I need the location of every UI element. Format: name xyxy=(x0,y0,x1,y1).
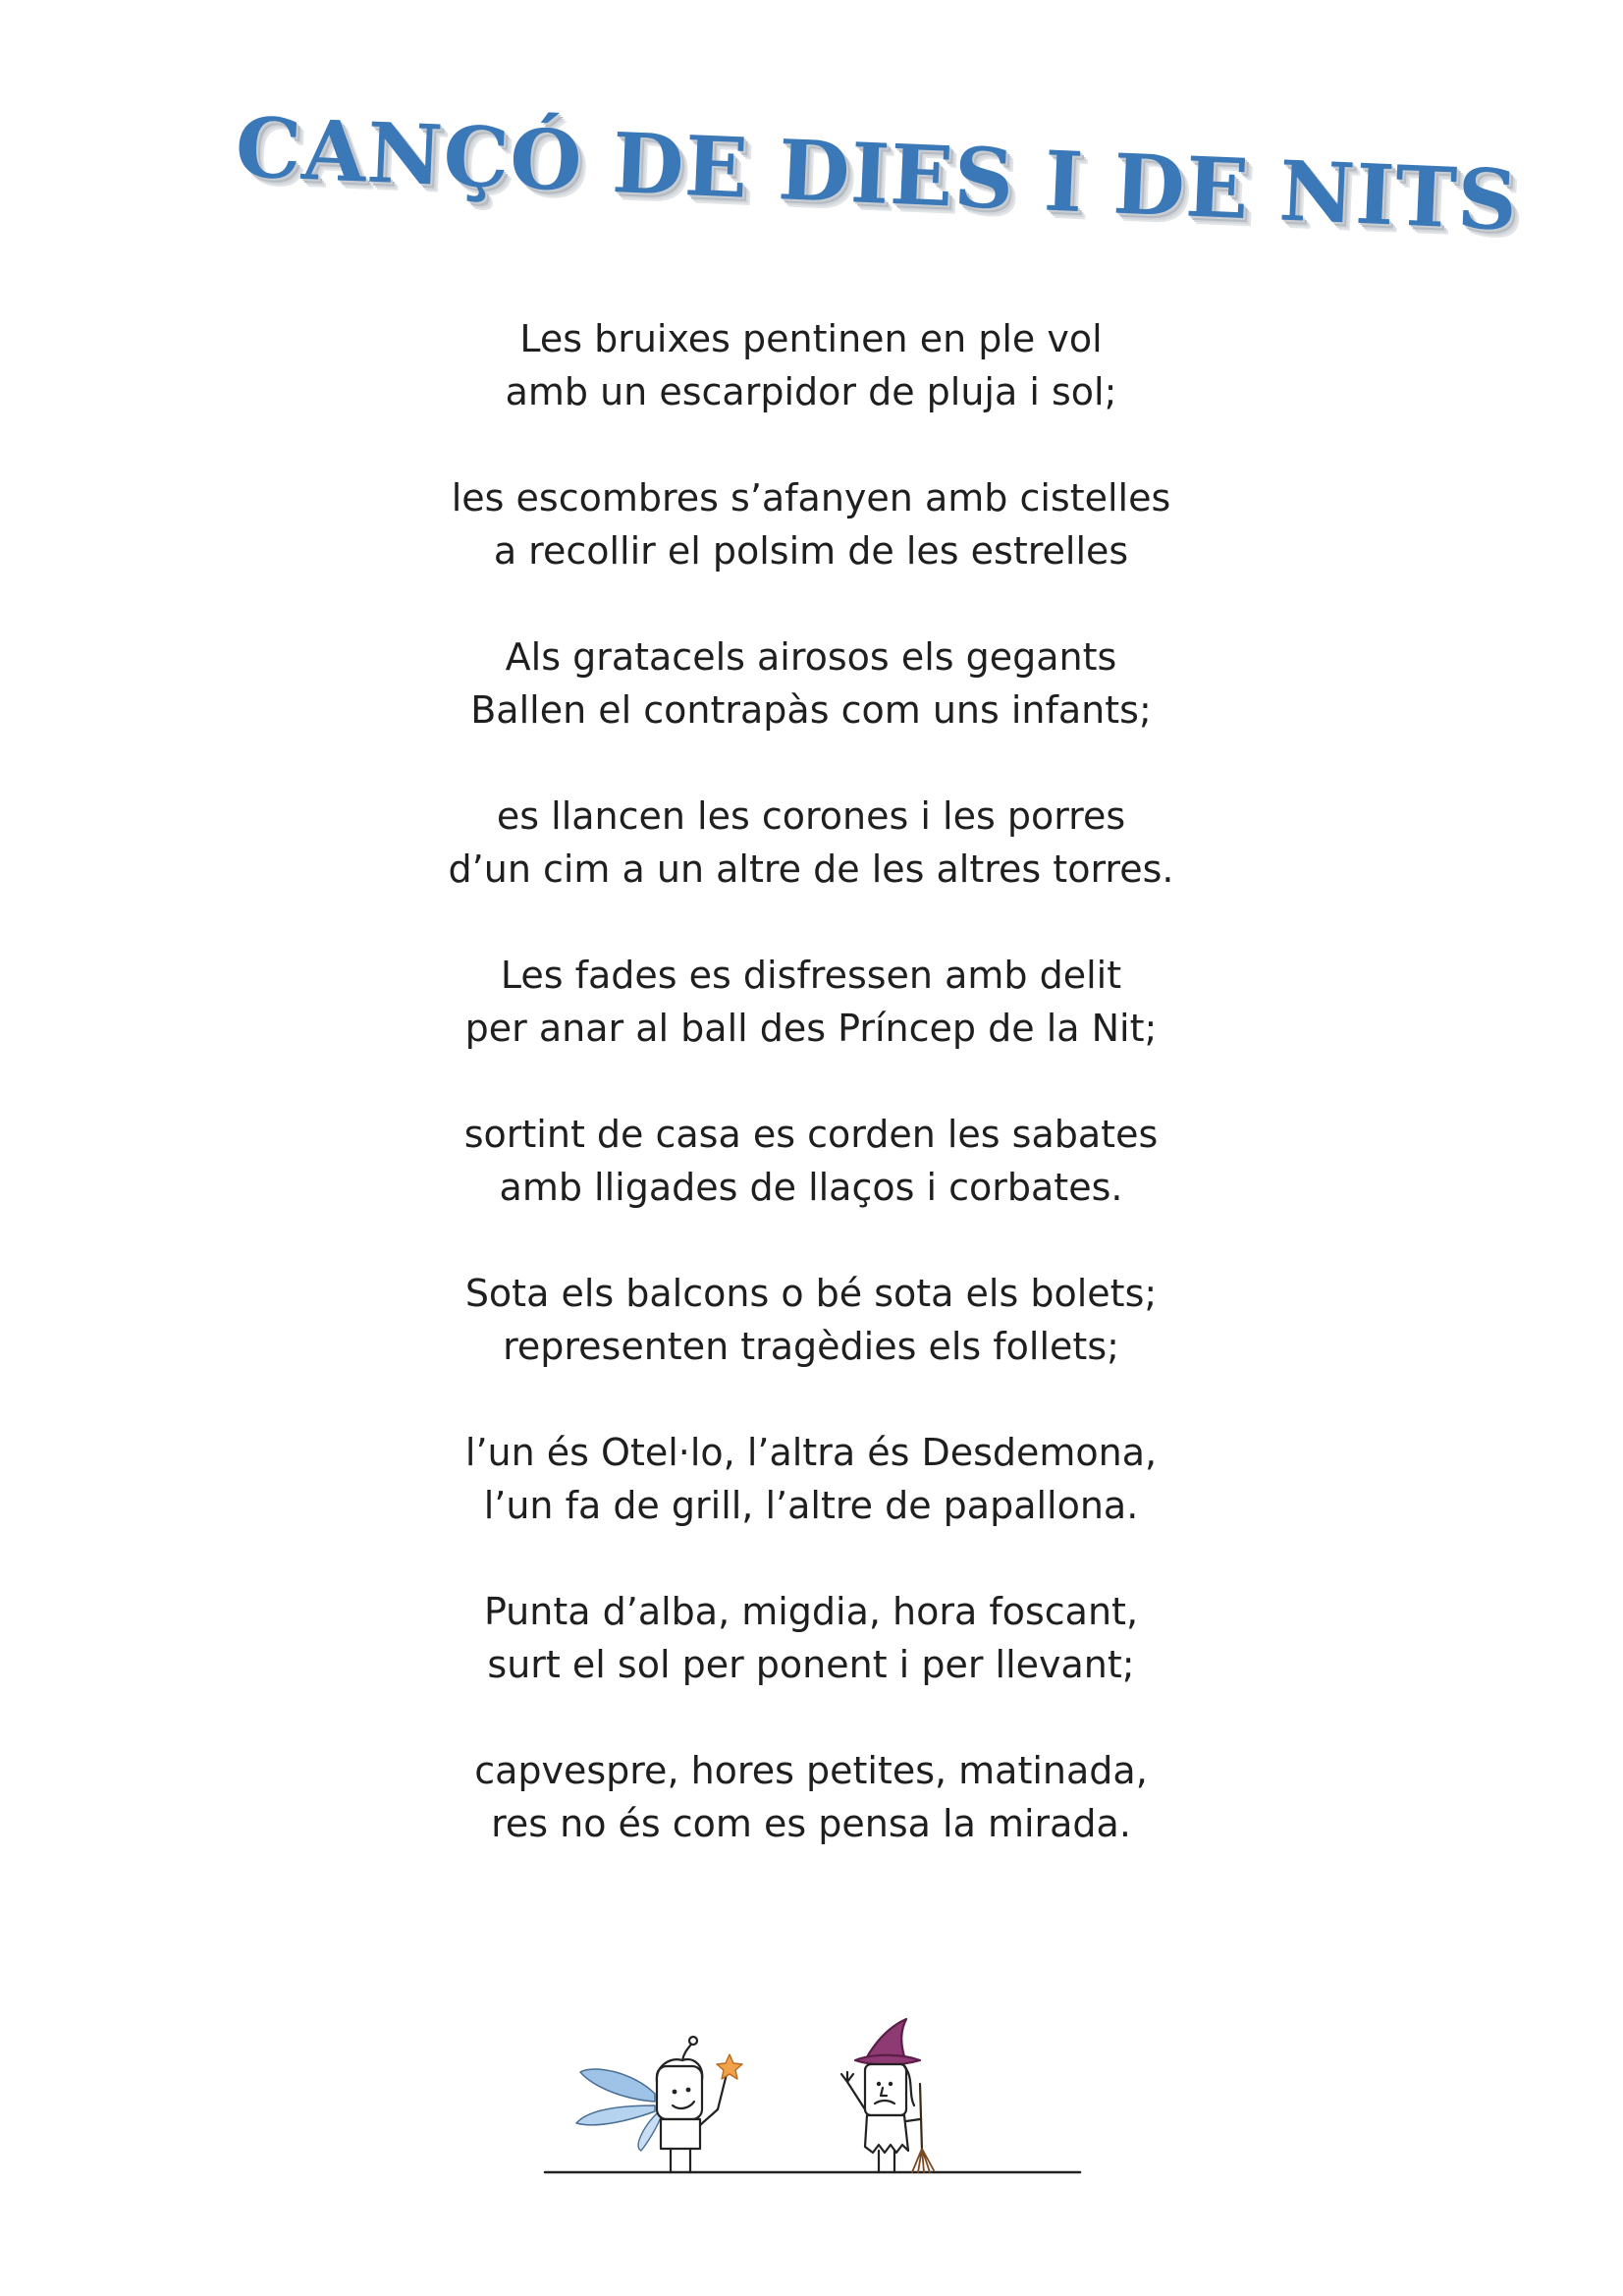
fairy-wing-icon xyxy=(576,2105,655,2125)
poem-line: amb un escarpidor de pluja i sol; xyxy=(505,370,1117,413)
stanza xyxy=(320,1267,1302,1373)
fairy-and-witch-drawing xyxy=(535,2003,1105,2200)
title-wrap xyxy=(233,98,1521,249)
stanza xyxy=(320,790,1302,896)
poem-line: amb lligades de llaços i corbates. xyxy=(499,1166,1123,1209)
poem-line: Als gratacels airosos els gegants xyxy=(505,635,1117,679)
poem-line: per anar al ball des Príncep de la Nit; xyxy=(464,1007,1158,1050)
broom-icon xyxy=(912,2084,934,2172)
stanza xyxy=(320,312,1302,418)
witch-icon xyxy=(841,2019,934,2172)
stanza xyxy=(320,630,1302,737)
poem-line: surt el sol per ponent i per llevant; xyxy=(487,1643,1135,1686)
poem-line: Punta d’alba, migdia, hora foscant, xyxy=(483,1590,1139,1633)
poem-line: les escombres s’afanyen amb cistelles xyxy=(451,476,1171,519)
poem-line: Les bruixes pentinen en ple vol xyxy=(519,317,1103,360)
fairy-icon xyxy=(576,2037,742,2172)
poem-line: l’un fa de grill, l’altre de papallona. xyxy=(483,1484,1139,1527)
poem-line: d’un cim a un altre de les altres torres. xyxy=(448,847,1174,891)
poem-body xyxy=(320,312,1302,1903)
poem-line: representen tragèdies els follets; xyxy=(503,1325,1119,1368)
stanza xyxy=(320,1585,1302,1691)
poem-line: es llancen les corones i les porres xyxy=(496,794,1126,838)
poem-line: Sota els balcons o bé sota els bolets; xyxy=(464,1272,1158,1315)
star-icon xyxy=(717,2054,742,2079)
stanza xyxy=(320,471,1302,577)
fairy-wing-icon xyxy=(580,2069,655,2102)
poem-line: Ballen el contrapàs com uns infants; xyxy=(470,688,1152,732)
illustration xyxy=(535,2003,1105,2200)
poem-line: a recollir el polsim de les estrelles xyxy=(493,529,1129,573)
page-title: CANÇÓ DE DIES I DE NITS xyxy=(233,98,1521,249)
poem-line: Les fades es disfressen amb delit xyxy=(500,954,1122,997)
poem-line: sortint de casa es corden les sabates xyxy=(463,1113,1159,1156)
stanza xyxy=(320,949,1302,1055)
poem-line: l’un és Otel·lo, l’altra és Desdemona, xyxy=(464,1431,1158,1474)
stanza xyxy=(320,1426,1302,1532)
stanza xyxy=(320,1108,1302,1214)
stanza xyxy=(320,1744,1302,1850)
poem-line: res no és com es pensa la mirada. xyxy=(491,1802,1131,1845)
poem-line: capvespre, hores petites, matinada, xyxy=(474,1749,1148,1792)
